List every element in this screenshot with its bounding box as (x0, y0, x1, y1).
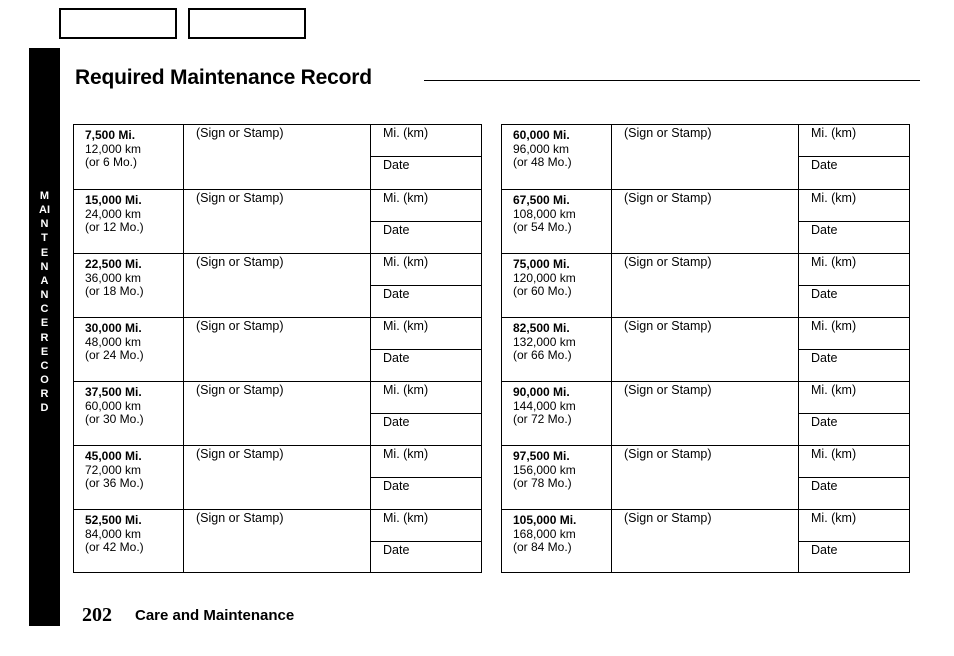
interval-months: (or 24 Mo.) (85, 348, 144, 362)
column-divider (611, 510, 612, 573)
interval-km: 72,000 km (85, 462, 142, 477)
mileage-field[interactable]: Mi. (km) (383, 255, 429, 269)
sign-stamp-field[interactable]: (Sign or Stamp) (196, 191, 284, 205)
date-field[interactable]: Date (811, 415, 838, 429)
record-row (502, 381, 909, 445)
interval-km: 144,000 km (513, 398, 576, 413)
interval-months: (or 60 Mo.) (513, 284, 572, 298)
column-divider (183, 318, 184, 381)
record-row (502, 317, 909, 381)
column-divider (611, 318, 612, 381)
interval-km: 36,000 km (85, 270, 142, 285)
interval-miles: 52,500 Mi. (85, 513, 142, 527)
mileage-field[interactable]: Mi. (km) (383, 383, 429, 397)
interval-months: (or 66 Mo.) (513, 348, 572, 362)
interval-cell (85, 386, 185, 427)
date-divider (370, 477, 481, 478)
date-field[interactable]: Date (811, 287, 838, 301)
column-divider (611, 446, 612, 509)
page-title: Required Maintenance Record (75, 66, 372, 89)
sign-stamp-field[interactable]: (Sign or Stamp) (624, 511, 712, 525)
column-divider (183, 125, 184, 189)
mileage-field[interactable]: Mi. (km) (811, 126, 857, 140)
interval-km: 24,000 km (85, 206, 142, 221)
record-row (502, 253, 909, 317)
sign-stamp-field[interactable]: (Sign or Stamp) (196, 319, 284, 333)
record-row (502, 509, 909, 573)
interval-miles: 7,500 Mi. (85, 128, 136, 142)
interval-miles: 22,500 Mi. (85, 257, 142, 271)
date-field[interactable]: Date (383, 223, 410, 237)
date-field[interactable]: Date (811, 158, 838, 172)
date-field[interactable]: Date (383, 158, 410, 172)
interval-miles: 67,500 Mi. (513, 193, 570, 207)
mileage-field[interactable]: Mi. (km) (811, 447, 857, 461)
column-divider (611, 190, 612, 253)
record-table-left (73, 124, 482, 573)
date-divider (370, 285, 481, 286)
mileage-field[interactable]: Mi. (km) (811, 383, 857, 397)
interval-km: 108,000 km (513, 206, 576, 221)
interval-cell (513, 194, 613, 235)
date-divider (798, 413, 909, 414)
interval-km: 84,000 km (85, 526, 142, 541)
interval-miles: 75,000 Mi. (513, 257, 570, 271)
section-side-tab (29, 48, 60, 626)
sign-stamp-field[interactable]: (Sign or Stamp) (624, 447, 712, 461)
date-divider (798, 156, 909, 157)
interval-cell (85, 322, 185, 363)
interval-miles: 97,500 Mi. (513, 449, 570, 463)
interval-miles: 30,000 Mi. (85, 321, 142, 335)
record-row (74, 317, 481, 381)
interval-cell (85, 129, 185, 170)
mileage-field[interactable]: Mi. (km) (383, 511, 429, 525)
interval-cell (513, 386, 613, 427)
interval-km: 132,000 km (513, 334, 576, 349)
side-tab-label: MAINTENANCE RECORD (39, 190, 50, 415)
date-divider (370, 413, 481, 414)
mileage-field[interactable]: Mi. (km) (383, 319, 429, 333)
interval-cell (85, 258, 185, 299)
interval-miles: 60,000 Mi. (513, 128, 570, 142)
date-field[interactable]: Date (383, 287, 410, 301)
interval-km: 120,000 km (513, 270, 576, 285)
column-divider (611, 125, 612, 189)
sign-stamp-field[interactable]: (Sign or Stamp) (624, 319, 712, 333)
date-divider (370, 541, 481, 542)
interval-months: (or 54 Mo.) (513, 220, 572, 234)
date-field[interactable]: Date (383, 351, 410, 365)
interval-cell (513, 322, 613, 363)
record-row (74, 125, 481, 189)
record-row (502, 125, 909, 189)
interval-cell (85, 194, 185, 235)
mileage-field[interactable]: Mi. (km) (383, 126, 429, 140)
section-title: Care and Maintenance (135, 607, 295, 624)
column-divider (611, 382, 612, 445)
interval-km: 156,000 km (513, 462, 576, 477)
record-row (74, 509, 481, 573)
interval-miles: 37,500 Mi. (85, 385, 142, 399)
record-row (502, 189, 909, 253)
sign-stamp-field[interactable]: (Sign or Stamp) (624, 383, 712, 397)
column-divider (183, 254, 184, 317)
interval-months: (or 78 Mo.) (513, 476, 572, 490)
sign-stamp-field[interactable]: (Sign or Stamp) (624, 126, 712, 140)
record-row (74, 189, 481, 253)
mileage-field[interactable]: Mi. (km) (383, 447, 429, 461)
sign-stamp-field[interactable]: (Sign or Stamp) (196, 255, 284, 269)
date-divider (798, 221, 909, 222)
interval-months: (or 48 Mo.) (513, 155, 572, 169)
column-divider (183, 382, 184, 445)
interval-miles: 45,000 Mi. (85, 449, 142, 463)
date-field[interactable]: Date (811, 543, 838, 557)
interval-miles: 82,500 Mi. (513, 321, 570, 335)
interval-months: (or 84 Mo.) (513, 540, 572, 554)
nav-box-1[interactable] (59, 8, 177, 39)
record-row (74, 381, 481, 445)
column-divider (183, 510, 184, 573)
sign-stamp-field[interactable]: (Sign or Stamp) (196, 126, 284, 140)
date-field[interactable]: Date (383, 415, 410, 429)
date-field[interactable]: Date (811, 223, 838, 237)
interval-miles: 90,000 Mi. (513, 385, 570, 399)
interval-months: (or 30 Mo.) (85, 412, 144, 426)
mileage-field[interactable]: Mi. (km) (383, 191, 429, 205)
interval-months: (or 42 Mo.) (85, 540, 144, 554)
date-field[interactable]: Date (383, 479, 410, 493)
date-divider (798, 541, 909, 542)
interval-months: (or 6 Mo.) (85, 155, 138, 169)
mileage-field[interactable]: Mi. (km) (811, 319, 857, 333)
column-divider (611, 254, 612, 317)
interval-cell (513, 258, 613, 299)
interval-km: 96,000 km (513, 141, 570, 156)
column-divider (183, 446, 184, 509)
column-divider (370, 125, 371, 189)
date-field[interactable]: Date (811, 351, 838, 365)
date-divider (798, 349, 909, 350)
mileage-field[interactable]: Mi. (km) (811, 255, 857, 269)
interval-km: 168,000 km (513, 526, 576, 541)
date-divider (370, 349, 481, 350)
interval-cell (513, 514, 613, 555)
record-row (74, 445, 481, 509)
record-table-right (501, 124, 910, 573)
interval-cell (513, 129, 613, 170)
interval-months: (or 36 Mo.) (85, 476, 144, 490)
title-rule (424, 80, 920, 81)
mileage-field[interactable]: Mi. (km) (811, 511, 857, 525)
interval-months: (or 72 Mo.) (513, 412, 572, 426)
interval-miles: 15,000 Mi. (85, 193, 142, 207)
date-field[interactable]: Date (383, 543, 410, 557)
column-divider (798, 125, 799, 189)
sign-stamp-field[interactable]: (Sign or Stamp) (196, 383, 284, 397)
interval-km: 12,000 km (85, 141, 142, 156)
interval-months: (or 18 Mo.) (85, 284, 144, 298)
interval-cell (85, 450, 185, 491)
date-divider (370, 156, 481, 157)
record-row (74, 253, 481, 317)
interval-cell (513, 450, 613, 491)
interval-km: 48,000 km (85, 334, 142, 349)
sign-stamp-field[interactable]: (Sign or Stamp) (196, 511, 284, 525)
mileage-field[interactable]: Mi. (km) (811, 191, 857, 205)
date-divider (798, 477, 909, 478)
nav-box-2[interactable] (188, 8, 306, 39)
date-field[interactable]: Date (811, 479, 838, 493)
sign-stamp-field[interactable]: (Sign or Stamp) (624, 191, 712, 205)
date-divider (370, 221, 481, 222)
record-row (502, 445, 909, 509)
interval-km: 60,000 km (85, 398, 142, 413)
page-number: 202 (82, 604, 112, 626)
interval-months: (or 12 Mo.) (85, 220, 144, 234)
interval-cell (85, 514, 185, 555)
interval-miles: 105,000 Mi. (513, 513, 577, 527)
column-divider (183, 190, 184, 253)
date-divider (798, 285, 909, 286)
sign-stamp-field[interactable]: (Sign or Stamp) (624, 255, 712, 269)
sign-stamp-field[interactable]: (Sign or Stamp) (196, 447, 284, 461)
